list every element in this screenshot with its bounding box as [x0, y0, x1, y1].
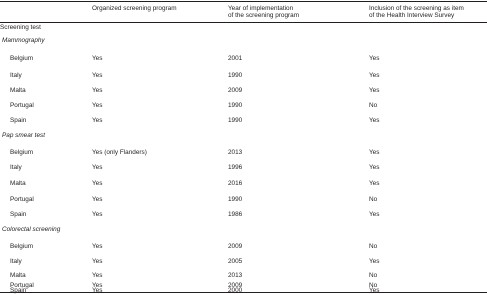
row-year: 2005 [228, 258, 243, 265]
row-year: 1990 [228, 72, 243, 79]
row-inclusion: Yes [369, 180, 380, 187]
table-top-rule [0, 1, 487, 2]
row-year: 2013 [228, 272, 243, 279]
row-inclusion: Yes [369, 72, 380, 79]
row-year: 2016 [228, 180, 243, 187]
row-year: 1996 [228, 164, 243, 171]
row-year: 2009 [228, 87, 243, 94]
row-inclusion: Yes [369, 55, 380, 62]
row-organized: Yes [92, 164, 103, 171]
row-year: 1990 [228, 196, 243, 203]
row-year: 1986 [228, 211, 243, 218]
row-year: 2000 [228, 287, 243, 294]
row-country: Portugal [10, 102, 34, 109]
row-country: Portugal [10, 196, 34, 203]
row-year: 2009 [228, 243, 243, 250]
row-year: 2013 [228, 149, 243, 156]
row-organized: Yes [92, 180, 103, 187]
header-year-line2: of the screening program [228, 12, 300, 19]
row-year: 1990 [228, 102, 243, 109]
row-organized: Yes [92, 272, 103, 279]
row-country: Malta [10, 180, 26, 187]
row-organized: Yes [92, 287, 103, 294]
row-inclusion: Yes [369, 211, 380, 218]
row-country: Italy [10, 258, 22, 265]
row-inclusion: No [369, 196, 378, 203]
row-organized: Yes [92, 258, 103, 265]
row-organized: Yes [92, 55, 103, 62]
row-inclusion: Yes [369, 87, 380, 94]
row-country: Spain [10, 287, 27, 294]
row-country: Belgium [10, 55, 34, 62]
row-inclusion: Yes [369, 258, 380, 265]
row-country: Belgium [10, 243, 34, 250]
row-inclusion: Yes [369, 117, 380, 124]
row-inclusion: No [369, 102, 378, 109]
header-rule [0, 22, 487, 23]
row-country: Spain [10, 211, 27, 218]
row-organized: Yes [92, 87, 103, 94]
row-year: 2009 [228, 282, 243, 289]
row-country: Malta [10, 272, 26, 279]
row-inclusion: No [369, 243, 378, 250]
row-country: Portugal [10, 282, 34, 289]
row-country: Italy [10, 72, 22, 79]
row-organized: Yes [92, 211, 103, 218]
row-organized: Yes [92, 196, 103, 203]
row-country: Italy [10, 164, 22, 171]
row-inclusion: Yes [369, 149, 380, 156]
row-inclusion: Yes [369, 287, 380, 294]
group-label: Pap smear test [2, 132, 45, 139]
header-inclusion-line2: of the Health Interview Survey [369, 12, 455, 19]
row-country: Belgium [10, 149, 34, 156]
header-inclusion-line1: Inclusion of the screening as item [369, 5, 464, 12]
row-country: Malta [10, 87, 26, 94]
row-organized: Yes [92, 72, 103, 79]
row-organized: Yes (only Flanders) [92, 149, 147, 156]
row-inclusion: No [369, 282, 378, 289]
row-inclusion: No [369, 272, 378, 279]
section-label: Screening test [0, 24, 41, 31]
group-label: Colorectal screening [2, 226, 61, 233]
header-organized-program: Organized screening program [92, 5, 177, 12]
row-year: 2001 [228, 55, 243, 62]
group-label: Mammography [2, 37, 45, 44]
row-country: Spain [10, 117, 27, 124]
row-inclusion: Yes [369, 164, 380, 171]
row-organized: Yes [92, 243, 103, 250]
row-organized: Yes [92, 282, 103, 289]
row-organized: Yes [92, 117, 103, 124]
header-year-line1: Year of implementation [228, 5, 294, 12]
row-organized: Yes [92, 102, 103, 109]
row-year: 1990 [228, 117, 243, 124]
